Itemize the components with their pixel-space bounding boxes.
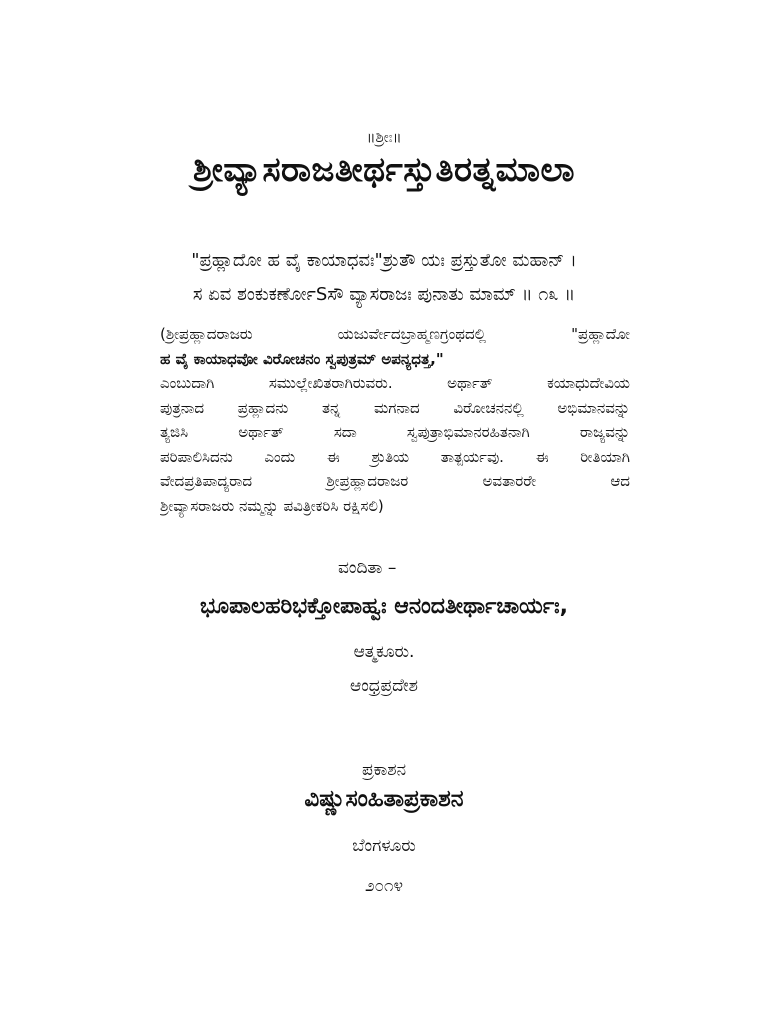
page-title: ಶ್ರೀವ್ಯಾಸರಾಜತೀರ್ಥಸ್ತುತಿರತ್ನಮಾಲಾ <box>193 150 575 190</box>
commentary-line: ತ್ಯಜಿಸಿ ಅರ್ಥಾತ್ ಸದಾ ಸ್ವಪುತ್ರಾಭಿಮಾನರಹಿತನಾಗಿ ರಾಜ್ಯವನ್ನು <box>160 423 630 441</box>
verse-line-2: ಸ ಏವ ಶಂಕುಕರ್ಣೋSಸೌ ವ್ಯಾಸರಾಜಃ ಪುನಾತು ಮಾಮ್ ॥ ೧೩ ॥ <box>192 284 576 305</box>
commentary-paragraph <box>160 322 630 518</box>
commentary-line: (ಶ್ರೀಪ್ರಹ್ಲಾದರಾಜರು ಯಜುರ್ವೇದಬ್ರಾಹ್ಮಣಗ್ರಂಥದಲ್ಲಿ "ಪ್ರಹ್ಲಾದೋ <box>160 325 630 343</box>
commentary-line: ವೇದಪ್ರತಿಪಾದ್ಯರಾದ ಶ್ರೀಪ್ರಹ್ಲಾದರಾಜರ ಅವತಾರರೇ ಆದ <box>160 472 630 490</box>
publisher-name: ವಿಷ್ಣುಸಂಹಿತಾಪ್ರಕಾಶನ <box>304 786 464 812</box>
publication-label: ಪ್ರಕಾಶನ <box>361 760 407 780</box>
publisher-city: ಬೆಂಗಳೂರು <box>352 836 416 856</box>
commentary-line: ಎಂಬುದಾಗಿ ಸಮುಲ್ಲೇಖಿತರಾಗಿರುವರು. ಅರ್ಥಾತ್ ಕಯಾಧುದೇವಿಯ <box>160 374 630 392</box>
publication-year: ೨೦೧೪ <box>364 876 404 896</box>
author-state: ಆಂಧ್ರಪ್ರದೇಶ <box>350 676 418 696</box>
commentary-line: ಹ ವೈ ಕಾಯಾಧವೋ ವಿರೋಚನಂ ಸ್ವಪುತ್ರಮ್ ಅಪನ್ಯಧತ್ತ," <box>160 349 444 368</box>
author-name: ಭೂಪಾಲಹರಿಭಕ್ತೋಪಾಹ್ವಃ ಆನಂದತೀರ್ಥಾಚಾರ್ಯಃ, <box>200 594 568 619</box>
commentary-line: ಪುತ್ರನಾದ ಪ್ರಹ್ಲಾದನು ತನ್ನ ಮಗನಾದ ವಿರೋಚನನಲ್ಲಿ ಅಭಿಮಾನವನ್ನು <box>160 398 630 417</box>
commentary-line: ಶ್ರೀವ್ಯಾಸರಾಜರು ನಮ್ಮನ್ನು ಪವಿತ್ರೀಕರಿಸಿ ರಕ್ಷಿಸಲಿ) <box>160 496 384 515</box>
author-place: ಆತ್ಮಕೂರು. <box>353 642 415 662</box>
commentary-line: ಪರಿಪಾಲಿಸಿದನು ಎಂದು ಈ ಶ್ರುತಿಯ ತಾತ್ಪರ್ಯವು. ಈ ರೀತಿಯಾಗಿ <box>160 447 630 466</box>
invocation: ॥ಶ್ರೀಃ॥ <box>366 128 402 146</box>
vandita-label: ವಂದಿತಾ – <box>338 558 397 578</box>
verse-line-1: "ಪ್ರಹ್ಲಾದೋ ಹ ವೈ ಕಾಯಾಧವಃ"ಶ್ರುತೌ ಯಃ ಪ್ರಸ್ತುತೋ ಮಹಾನ್ । <box>191 250 577 271</box>
